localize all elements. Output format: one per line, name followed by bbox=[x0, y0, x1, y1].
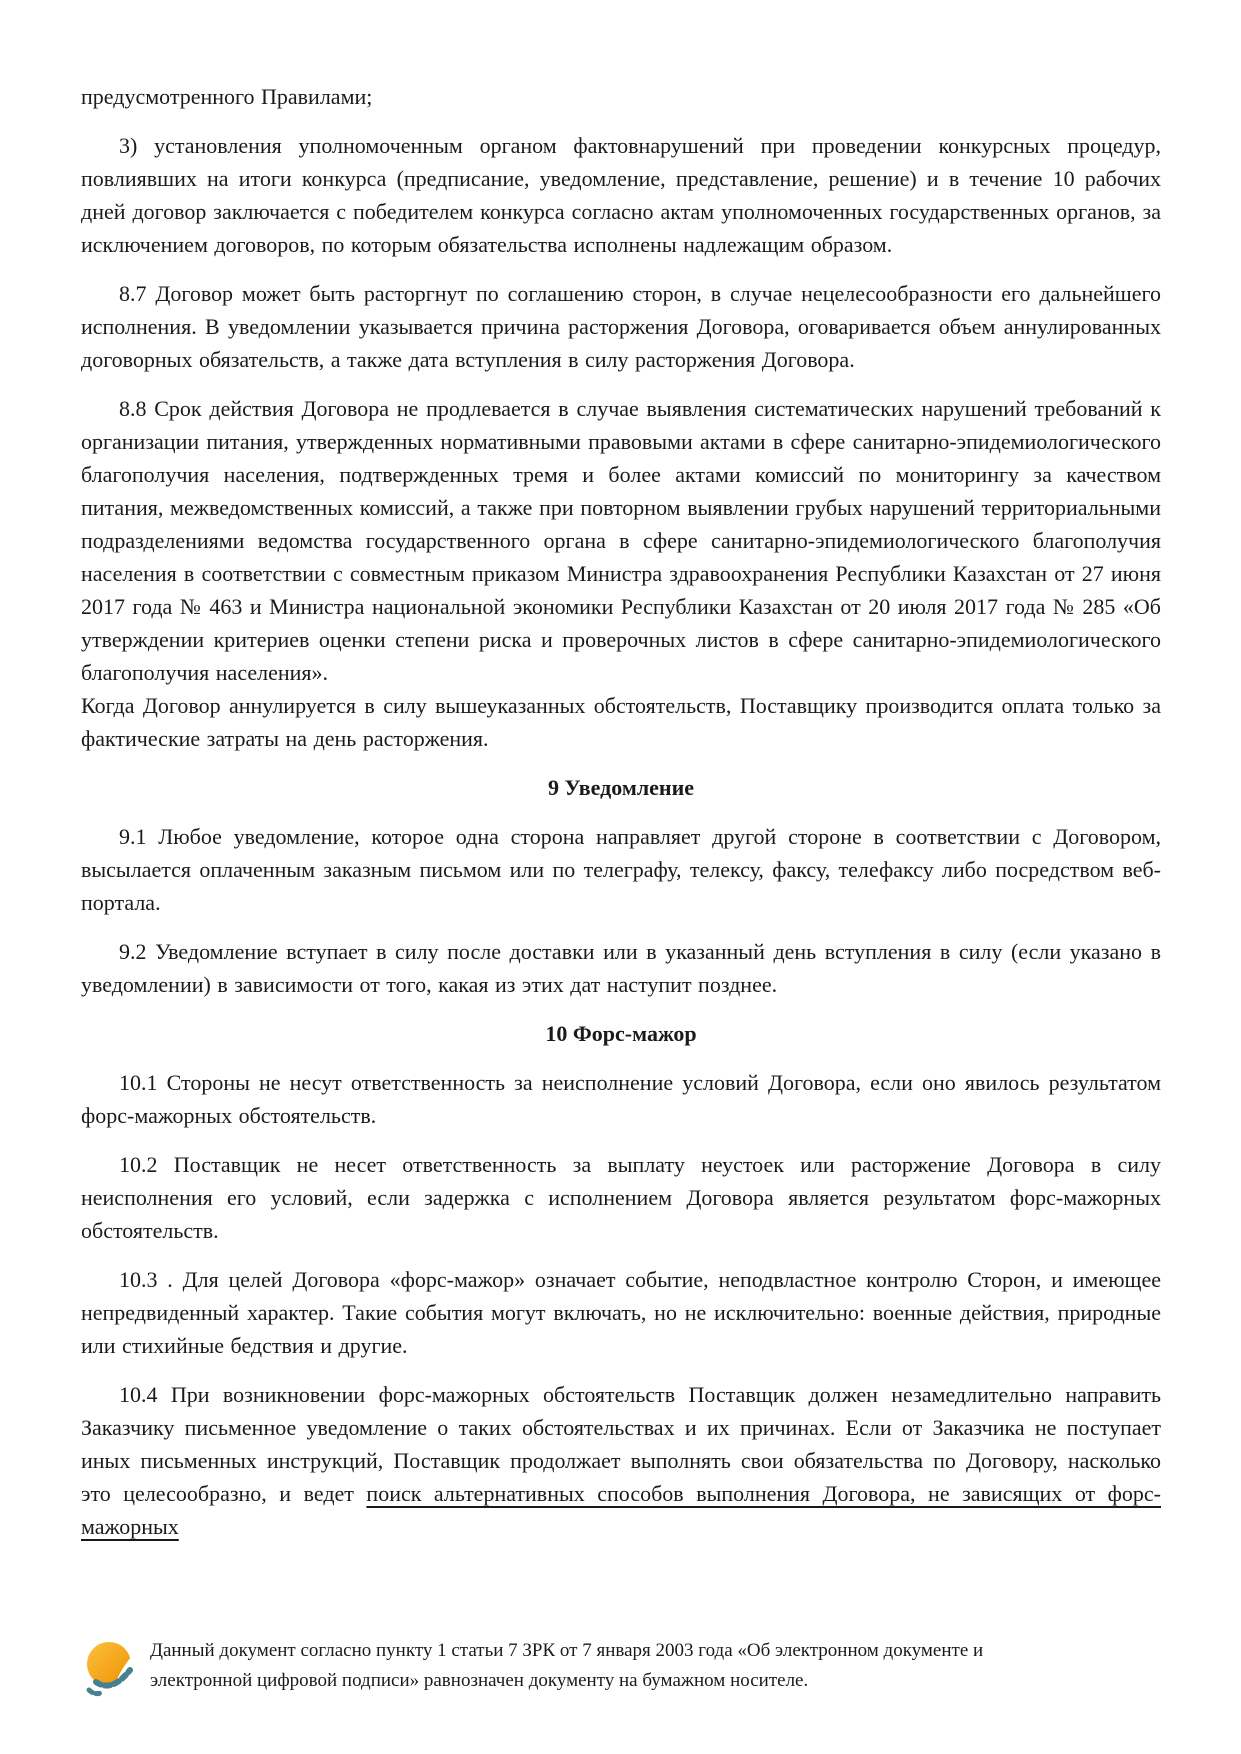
paragraph-10-1: 10.1 Стороны не несут ответственность за неисполнение условий Договора, если оно явилось результатом форс-мажорных обстоятельств. bbox=[81, 1070, 1161, 1128]
paragraph-8-7: 8.7 Договор может быть расторгнут по соглашению сторон, в случае нецелесообразности его дальнейшего исполнения. В уведомлении указывается причина расторжения Договора, оговаривается объем аннулированных договорных обязательств, а также дата вступления в силу расторжения Договора. bbox=[81, 281, 1161, 372]
section-heading-10: 10 Форс-мажор bbox=[545, 1021, 697, 1046]
paragraph-10-3: 10.3 . Для целей Договора «форс-мажор» означает событие, неподвластное контролю Сторон, и имеющее непредвиденный характер. Такие события могут включать, но не исключительно: военные действия, природные или стихийные бедствия и другие. bbox=[81, 1267, 1161, 1358]
paragraph-10-2: 10.2 Поставщик не несет ответственность за выплату неустоек или расторжение Договора в силу неисполнения его условий, если задержка с исполнением Договора является результатом форс-мажорных обстоятельств. bbox=[81, 1152, 1161, 1243]
document-content bbox=[81, 80, 1161, 1543]
section-heading-9: 9 Уведомление bbox=[547, 775, 695, 800]
paragraph-prev-continuation: предусмотренного Правилами; bbox=[81, 84, 373, 109]
eds-stamp-icon bbox=[84, 1640, 136, 1700]
eds-disclaimer-text: Данный документ согласно пункту 1 статьи 7 ЗРК от 7 января 2003 года «Об электронном документе и электронной цифровой подписи» равнозначен документу на бумажном носителе. bbox=[150, 1640, 984, 1691]
paragraph-10-4-underlined-text: поиск альтернативных способов выполнения Договора, не зависящих от форс-мажорных bbox=[81, 1481, 1161, 1539]
paragraph-9-1: 9.1 Любое уведомление, которое одна сторона направляет другой стороне в соответствии с Договором, высылается оплаченным заказным письмом или по телеграфу, телексу, факсу, телефаксу либо посредством веб-портала. bbox=[81, 824, 1161, 915]
paragraph-10-4-text: 10.4 При возникновении форс-мажорных обстоятельств Поставщик должен незамедлительно направить Заказчику письменное уведомление о таких обстоятельствах и их причинах. Если от Заказчика не поступает иных письменных инструкций, Поставщик продолжает выполнять свои обязательства по Договору, насколько это целесообразно, и ведет bbox=[81, 1382, 1161, 1506]
paragraph-10-4 bbox=[81, 1378, 1161, 1543]
paragraph-8-8-note: Когда Договор аннулируется в силу вышеуказанных обстоятельств, Поставщику производится оплата только за фактические затраты на день расторжения. bbox=[81, 693, 1161, 751]
eds-stamp bbox=[84, 1632, 1084, 1700]
paragraph-clause-3: 3) установления уполномоченным органом фактовнарушений при проведении конкурсных процедур, повлиявших на итоги конкурса (предписание, уведомление, представление, решение) и в течение 10 рабочих дней договор заключается с победителем конкурса согласно актам уполномоченных государственных органов, за исключением договоров, по которым обязательства исполнены надлежащим образом. bbox=[81, 133, 1161, 257]
paragraph-9-2: 9.2 Уведомление вступает в силу после доставки или в указанный день вступления в силу (если указано в уведомлении) в зависимости от того, какая из этих дат наступит позднее. bbox=[81, 939, 1161, 997]
paragraph-8-8: 8.8 Срок действия Договора не продлевается в случае выявления систематических нарушений требований к организации питания, утвержденных нормативными правовыми актами в сфере санитарно-эпидемиологического благополучия населения, подтвержденных тремя и более актами комиссий по мониторингу за качеством питания, межведомственных комиссий, а также при повторном выявлении грубых нарушений территориальными подразделениями ведомства государственного органа в сфере санитарно-эпидемиологического благополучия населения в соответствии с совместным приказом Министра здравоохранения Республики Казахстан от 27 июня 2017 года № 463 и Министра национальной экономики Республики Казахстан от 20 июля 2017 года № 285 «Об утверждении критериев оценки степени риска и проверочных листов в сфере санитарно-эпидемиологического благополучия населения». bbox=[81, 396, 1161, 685]
